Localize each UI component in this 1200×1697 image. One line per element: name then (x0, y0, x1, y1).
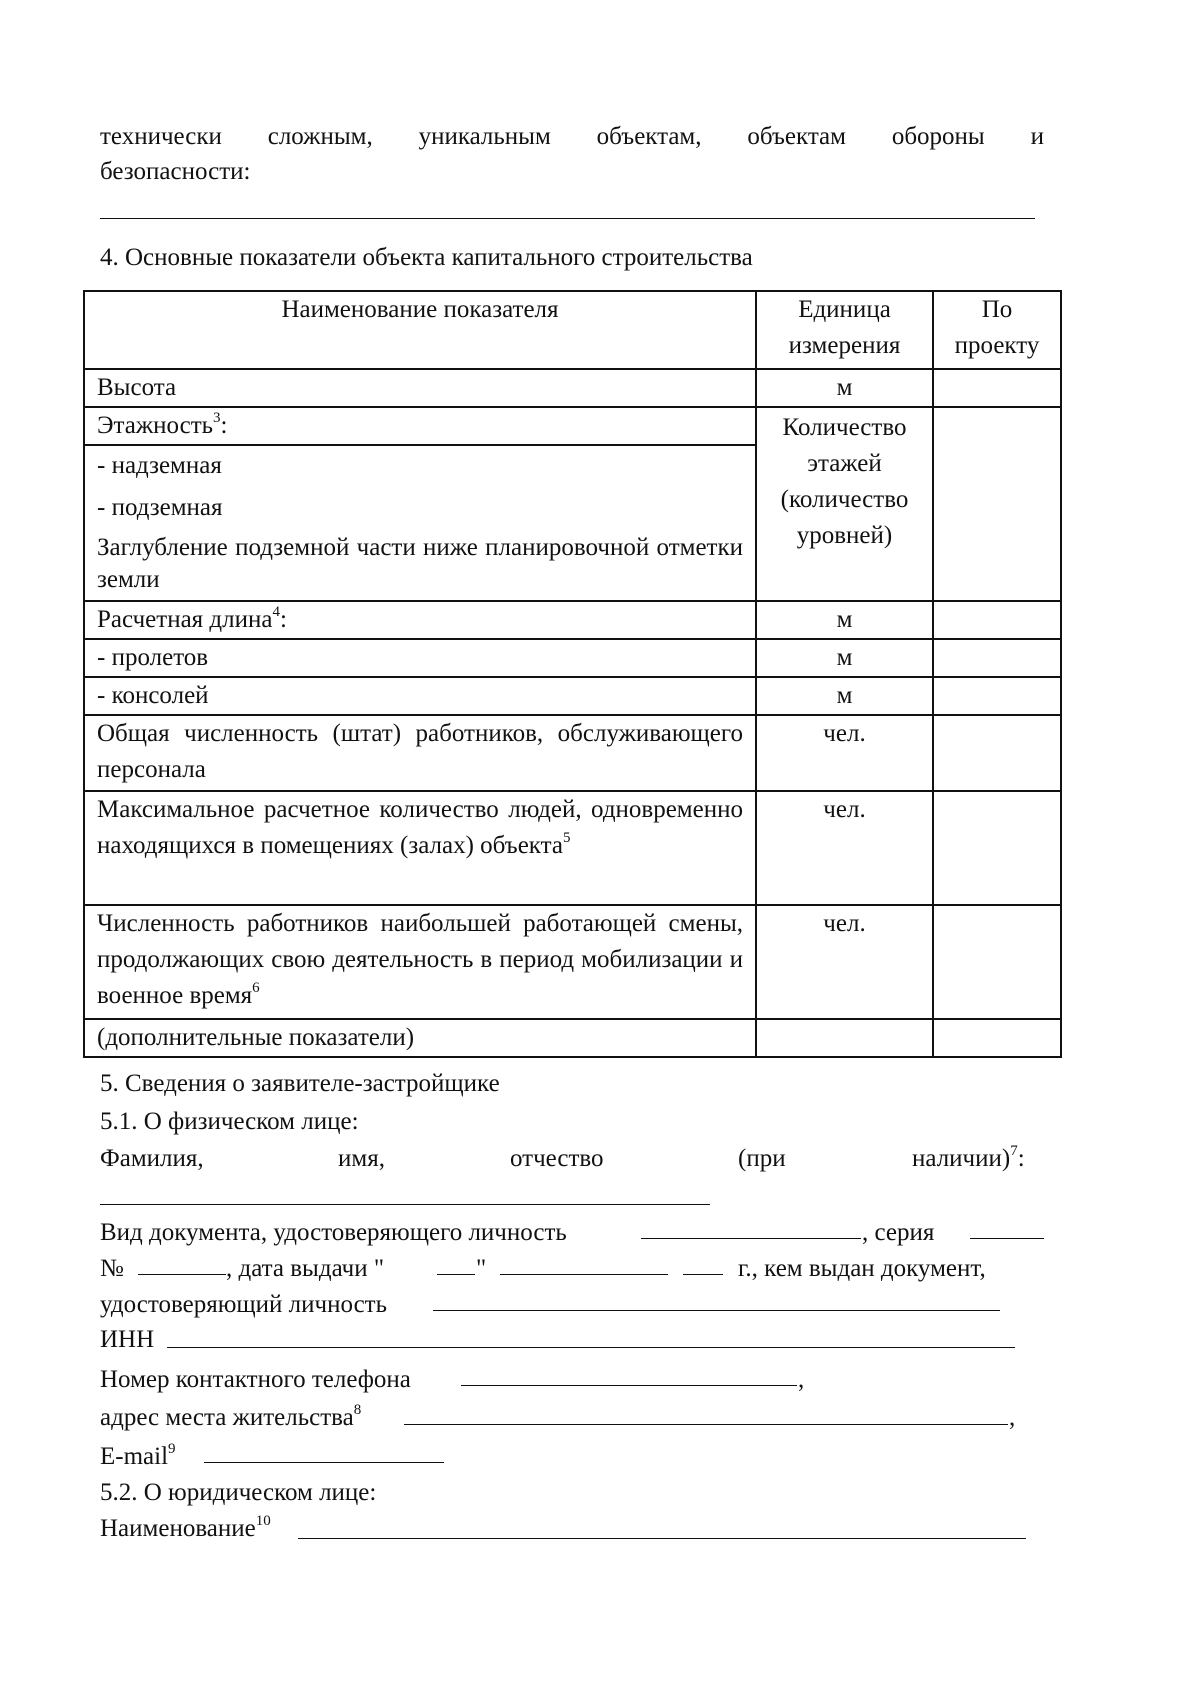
row-additional-name: (дополнительные показатели) (84, 1019, 756, 1057)
issue-day-blank[interactable] (437, 1274, 475, 1275)
row-staff-unit: чел. (756, 715, 933, 791)
fio-word-3: отчество (510, 1145, 604, 1172)
row-max-people-value[interactable] (933, 791, 1061, 905)
row-additional-unit[interactable] (756, 1019, 933, 1057)
row-max-people-name: Максимальное расчетное количество людей, одновременно находящихся в помещениях (залах) объекта$^5$ (84, 791, 756, 905)
header-project: По проекту (933, 291, 1061, 369)
intro-line-2: безопасности: (100, 158, 251, 185)
row-floors-unit: Количество этажей (количество уровней) (756, 407, 933, 601)
row-consoles-name: - консолей (84, 677, 756, 715)
issued-by-blank[interactable] (433, 1310, 1000, 1311)
row-length-name: Расчетная длина$^4$: (84, 601, 756, 639)
doc-type-blank[interactable] (641, 1238, 861, 1239)
row-mobilization-unit: чел. (756, 905, 933, 1019)
section5-heading: 5. Сведения о заявителе-застройщике (100, 1070, 500, 1097)
section52-heading: 5.2. О юридическом лице: (100, 1479, 377, 1506)
row-max-people-unit: чел. (756, 791, 933, 905)
fio-word-5: наличии)$^7$: (912, 1142, 1025, 1172)
row-consoles-unit: м (756, 677, 933, 715)
table-row (84, 791, 1061, 905)
legal-name-blank[interactable] (298, 1538, 1026, 1539)
phone-comma: , (798, 1366, 805, 1393)
issue-year-blank[interactable] (683, 1274, 723, 1275)
row-length-unit: м (756, 601, 933, 639)
issued-by-label: удостоверяющий личность (100, 1291, 387, 1318)
legal-name-label: Наименование$^{10}$ (100, 1512, 271, 1542)
series-blank[interactable] (970, 1238, 1044, 1239)
phone-blank[interactable] (461, 1385, 797, 1386)
fio-word-4: (при (738, 1145, 786, 1172)
row-spans-unit: м (756, 639, 933, 677)
table-row (84, 905, 1061, 1019)
row-staff-name: Общая численность (штат) работников, обслуживающего персонала (84, 715, 756, 791)
phone-label: Номер контактного телефона (100, 1366, 411, 1393)
header-unit: Единица измерения (756, 291, 933, 369)
row-length-value[interactable] (933, 601, 1061, 639)
email-label: E-mail$^9$ (100, 1440, 176, 1470)
series-label: , серия (862, 1219, 935, 1246)
address-comma: , (1009, 1404, 1016, 1431)
address-label: адрес места жительства$^8$ (100, 1401, 362, 1431)
row-height-unit: м (756, 369, 933, 407)
issue-month-blank[interactable] (500, 1274, 668, 1275)
row-mobilization-name: Численность работников наибольшей работающей смены, продолжающих свою деятельность в период мобилизации и военное время$^6$ (84, 905, 756, 1019)
year-issued-by-label: г., кем выдан документ, (738, 1255, 986, 1282)
row-height-name: Высота (84, 369, 756, 407)
table-row (84, 715, 1061, 791)
row-spans-name: - пролетов (84, 639, 756, 677)
fio-word-2: имя, (338, 1145, 385, 1172)
issue-date-label: , дата выдачи " (226, 1255, 385, 1282)
row-floors-above: - надземная (97, 452, 222, 479)
row-floors-details (84, 445, 756, 601)
fio-blank[interactable] (100, 1204, 710, 1205)
quote-close: " (476, 1255, 487, 1282)
fio-word-1: Фамилия, (100, 1145, 204, 1172)
doc-type-label: Вид документа, удостоверяющего личность (100, 1219, 567, 1246)
row-spans-value[interactable] (933, 639, 1061, 677)
number-label: № (100, 1255, 124, 1282)
inn-blank[interactable] (167, 1347, 1015, 1348)
address-blank[interactable] (404, 1424, 1008, 1425)
intro-blank-line[interactable] (100, 218, 1035, 219)
row-floors-value[interactable] (933, 407, 1061, 601)
row-mobilization-value[interactable] (933, 905, 1061, 1019)
row-staff-value[interactable] (933, 715, 1061, 791)
row-floors-depth: Заглубление подземной части ниже планировочной отметки земли (97, 534, 743, 593)
row-floors-below: - подземная (97, 494, 223, 521)
table-header-row (84, 291, 1061, 369)
table-row (84, 677, 1061, 715)
table-row (84, 601, 1061, 639)
indicators-table (83, 290, 1062, 1058)
number-blank[interactable] (138, 1274, 226, 1275)
email-blank[interactable] (204, 1462, 444, 1463)
section51-heading: 5.1. О физическом лице: (100, 1108, 359, 1135)
inn-label: ИНН (100, 1326, 155, 1353)
row-height-value[interactable] (933, 369, 1061, 407)
row-additional-value[interactable] (933, 1019, 1061, 1057)
intro-line-1: технически сложным, уникальным объектам, объектам обороны и (100, 123, 1044, 150)
table-row (84, 1019, 1061, 1057)
table-row (84, 369, 1061, 407)
header-indicator-name: Наименование показателя (84, 291, 756, 369)
table-row (84, 407, 1061, 445)
table-row (84, 639, 1061, 677)
row-consoles-value[interactable] (933, 677, 1061, 715)
row-floors-name: Этажность$^3$: (84, 407, 756, 445)
section4-heading: 4. Основные показатели объекта капитального строительства (100, 244, 753, 271)
